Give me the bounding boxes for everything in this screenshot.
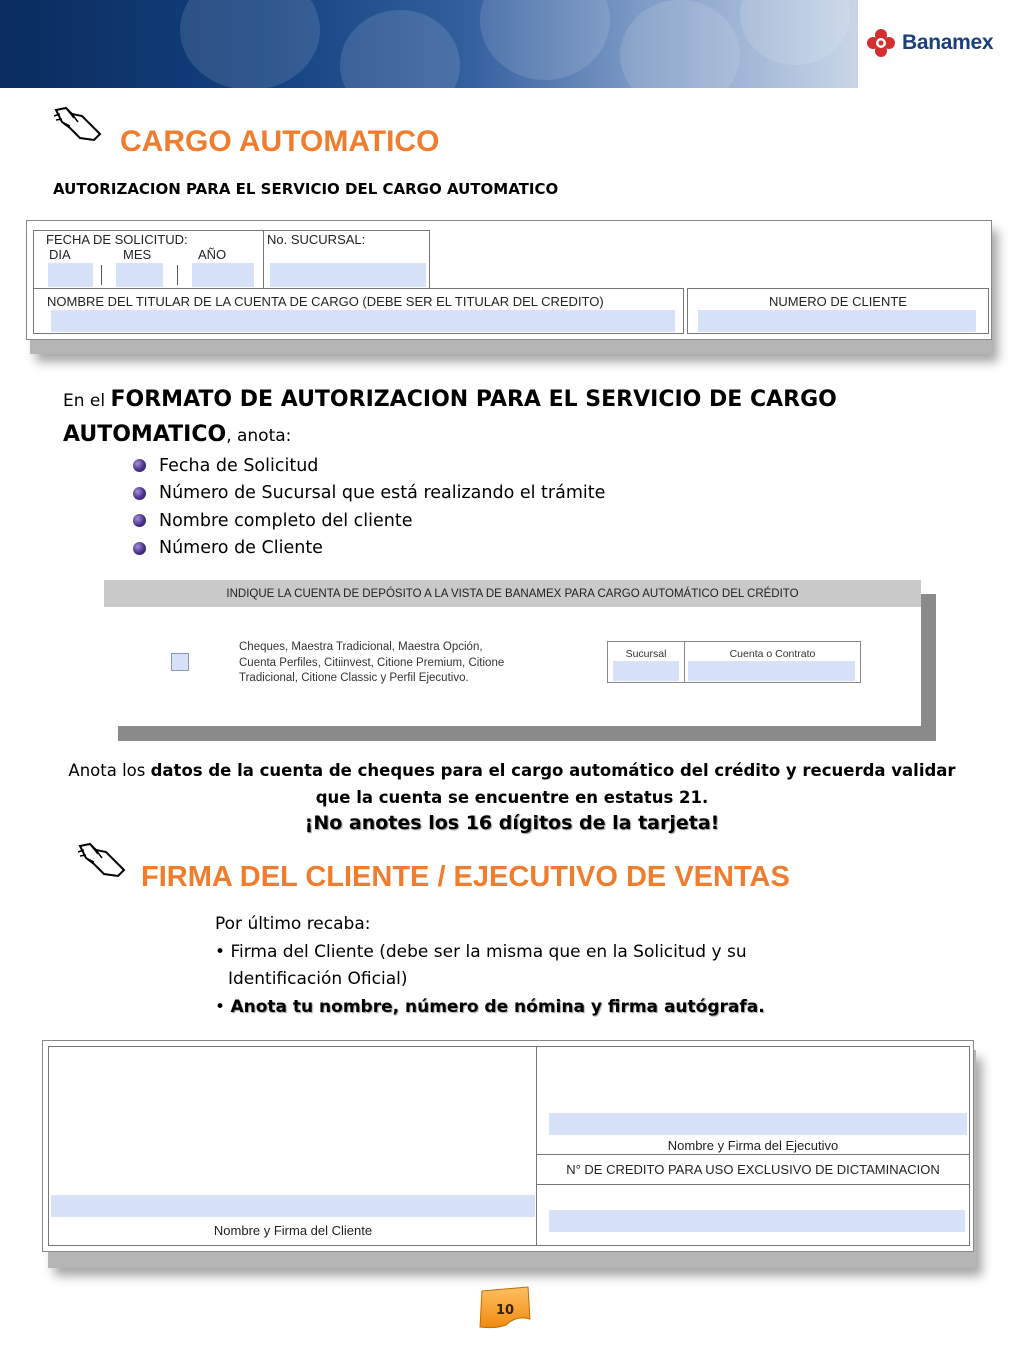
- hand-pointer-icon: [52, 104, 108, 144]
- bullet-icon: [133, 542, 146, 555]
- hand-pointer-icon: [76, 840, 132, 880]
- credito-field[interactable]: [549, 1210, 965, 1232]
- credito-label: N° DE CREDITO PARA USO EXCLUSIVO DE DICTAMINACION: [566, 1162, 940, 1177]
- nombre-field[interactable]: [51, 310, 675, 332]
- anio-field[interactable]: [192, 263, 254, 287]
- brand-name: Banamex: [902, 31, 994, 54]
- list-item: Fecha de Solicitud: [133, 452, 605, 480]
- nombre-label: NOMBRE DEL TITULAR DE LA CUENTA DE CARGO (DEBE SER EL TITULAR DEL CREDITO): [47, 294, 604, 309]
- section-title-cargo: CARGO AUTOMATICO: [120, 125, 440, 158]
- dia-label: DIA: [49, 247, 71, 262]
- instructions-intro: En el FORMATO DE AUTORIZACION PARA EL SERVICIO DE CARGO AUTOMATICO, anota:: [63, 387, 837, 448]
- bullet-icon: [133, 487, 146, 500]
- bullet-icon: [133, 514, 146, 527]
- dia-field[interactable]: [48, 263, 93, 287]
- sucursal-account-field[interactable]: [613, 661, 679, 681]
- banner-artwork: [0, 0, 858, 88]
- list-item: Nombre completo del cliente: [133, 507, 605, 535]
- list-item: Número de Sucursal que está realizando el trámite: [133, 480, 605, 508]
- cliente-signature-label: Nombre y Firma del Cliente: [213, 1223, 373, 1238]
- banamex-logo-icon: [866, 28, 896, 58]
- signature-instructions: Por último recaba: • Firma del Cliente (debe ser la misma que en la Solicitud y su Identificación Oficial) • Anota tu nombre, número de nómina y firma autógrafa.: [215, 914, 765, 1017]
- anio-label: AÑO: [198, 247, 227, 262]
- mes-field[interactable]: [116, 263, 163, 287]
- bullet-icon: [133, 459, 146, 472]
- account-types-text: Cheques, Maestra Tradicional, Maestra Opción, Cuenta Perfiles, Citiinvest, Citione Premium, Citione Tradicional, Citione Classic y Perfil Ejecutivo.: [239, 641, 505, 685]
- form2-header: INDIQUE LA CUENTA DE DEPÓSITO A LA VISTA DE BANAMEX PARA CARGO AUTOMÁTICO DEL CRÉDITO: [104, 580, 921, 607]
- account-note: Anota los datos de la cuenta de cheques para el cargo automático del crédito y recuerda validar que la cuenta se encuentre en estatus 21.: [68, 761, 956, 808]
- ejecutivo-signature-label: Nombre y Firma del Ejecutivo: [667, 1138, 839, 1153]
- account-checkbox[interactable]: [171, 653, 189, 671]
- section-title-firma: FIRMA DEL CLIENTE / EJECUTIVO DE VENTAS: [141, 861, 790, 893]
- list-item: Número de Cliente: [133, 535, 605, 563]
- page-number: 10: [495, 1303, 515, 1318]
- instructions-list: [133, 452, 605, 562]
- cliente-signature-field[interactable]: [51, 1195, 535, 1217]
- cuenta-column-label: Cuenta o Contrato: [729, 648, 816, 660]
- ejecutivo-signature-field[interactable]: [549, 1113, 967, 1135]
- banamex-brand: [866, 28, 993, 58]
- mes-label: MES: [123, 247, 152, 262]
- sucursal-column-label: Sucursal: [625, 648, 667, 660]
- section-subtitle: AUTORIZACION PARA EL SERVICIO DEL CARGO AUTOMATICO: [53, 180, 559, 198]
- header-banner: [0, 0, 1024, 88]
- fecha-label: FECHA DE SOLICITUD:: [46, 232, 188, 247]
- account-table: [607, 641, 861, 683]
- cliente-field[interactable]: [698, 310, 976, 332]
- cliente-label: NUMERO DE CLIENTE: [769, 294, 907, 309]
- sucursal-field[interactable]: [270, 263, 426, 287]
- card-digits-warning: ¡No anotes los 16 dígitos de la tarjeta!: [304, 812, 720, 834]
- form3-image: [42, 1040, 974, 1252]
- cuenta-contrato-field[interactable]: [688, 661, 855, 681]
- sucursal-label: No. SUCURSAL:: [267, 232, 366, 247]
- form1-image: [26, 220, 992, 340]
